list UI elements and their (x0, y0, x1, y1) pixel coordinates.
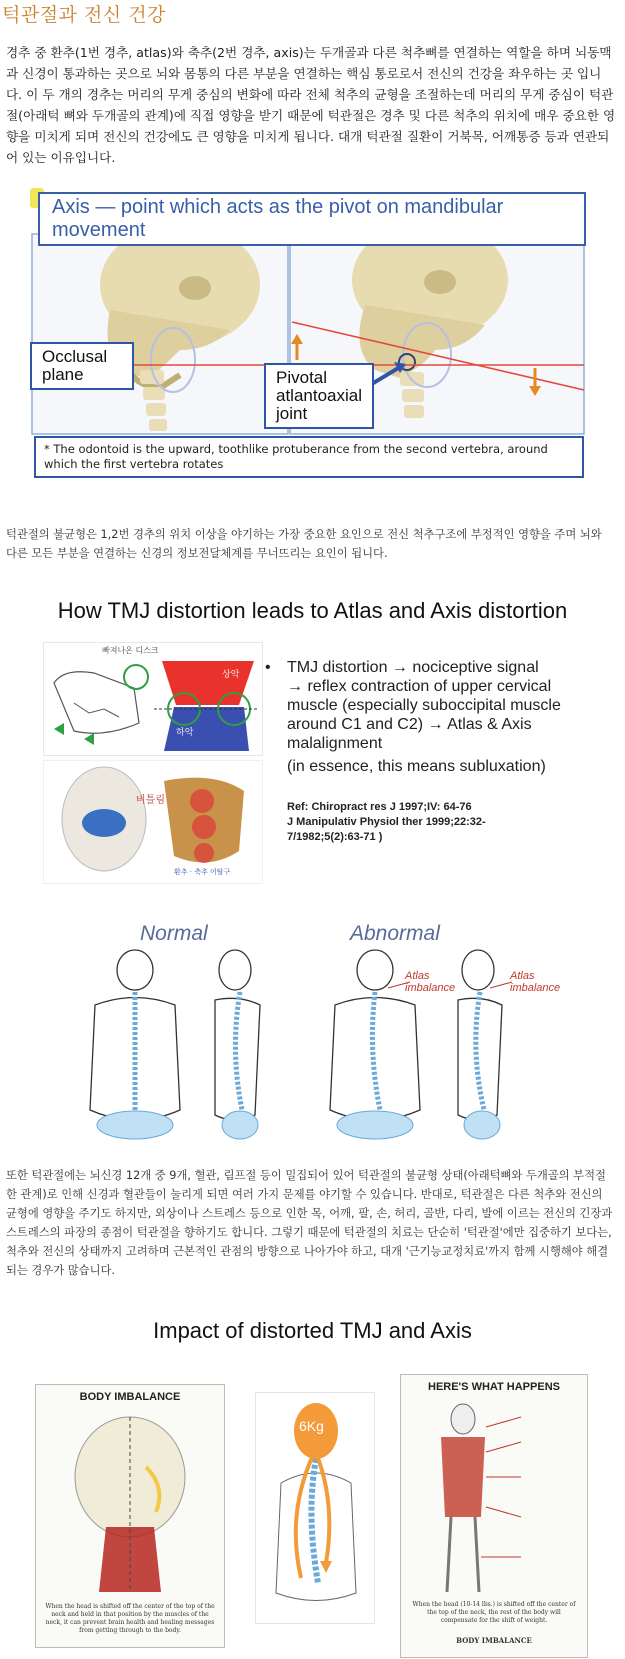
bullet-line-2: → reflex contraction of upper cervical (287, 678, 552, 695)
lower-jaw-label: 하악 (176, 728, 194, 738)
bullet-line-3: muscle (especially suboccipital muscle (287, 697, 561, 714)
atlas-imbalance-label-1: Atlas imbalance (405, 970, 456, 994)
intro-paragraph: 경추 중 환추(1번 경추, atlas)와 축추(2번 경추, axis)는 두개골과 다른 척추뼈를 연결하는 역할을 하며 뇌동맥과 신경이 통과하는 곳으로 뇌와 몸통의 다른 부분을 연결하는 핵심 통로로서 전신의 건강을 좌우하는 곳 입니다. 이 두 개의 경추는 머리의 무게 중심의 변화에 따라 전체 척추의 균형을 조절하는데 머리의 무게 중심이 턱관절(아래턱 뼈와 두개골의 관계)에 직접 영향을 받기 때문에 턱관절은 경추 및 다른 척추의 위치에 매우 중요한 영향을 미치게 되며 전신의 건강에도 큰 영향을 미치게 됩니다. 대개 턱관절 질환이 거북목, 어깨통증 등과 연관되어 있는 이유입니다. (6, 45, 616, 165)
odontoid-note: * The odontoid is the upward, toothlike protuberance from the second vertebra, around which the first vertebra rotates (34, 436, 584, 478)
poster3-footer: BODY IMBALANCE (456, 1636, 532, 1645)
skull-occlusal-figure (30, 196, 586, 500)
section-heading-impact: Impact of distorted TMJ and Axis (153, 1318, 472, 1343)
section-heading-tmj-distortion: How TMJ distortion leads to Atlas and Axis distortion (57, 598, 568, 623)
body-imbalance-poster (35, 1384, 225, 1648)
ref-line-1: Ref: Chiropract res J 1997;IV: 64-76 (287, 801, 472, 813)
bullet-line-6: (in essence, this means subluxation) (287, 758, 546, 775)
twist-label: 비틀림 (136, 795, 165, 806)
jaw-diagram (43, 642, 263, 756)
heres-what-happens-poster (400, 1374, 588, 1658)
bullet-line-4: around C1 and C2) → Atlas & Axis (287, 716, 532, 733)
page-title: 턱관절과 전신 건강 (2, 4, 166, 26)
ref-line-3: 7/1982;5(2):63-71 ) (287, 831, 383, 843)
spine-illustrations (50, 910, 570, 1165)
imbalance-paragraph: 턱관절의 불균형은 1,2번 경추의 위치 이상을 야기하는 가장 중요한 요인으로 전신 척추구조에 부정적인 영향을 주며 뇌와 다른 모든 부분을 연결하는 신경의 정보전달체계를 무너뜨리는 요인이 됩니다. (6, 528, 602, 560)
spine-alignment-figure (50, 910, 570, 1165)
head-weight-poster (255, 1392, 375, 1624)
bullet-dot-icon: • (265, 659, 271, 676)
nerves-paragraph: 또한 턱관절에는 뇌신경 12개 중 9개, 혈관, 림프절 등이 밀집되어 있어 턱관절의 불균형 상태(아래턱뼈와 두개골의 부적절한 관계)로 인해 신경과 혈관들이 눌리게 되면 여러 가지 문제를 야기할 수 있습니다. 반대로, 턱관절은 다른 척추와 전신의 균형에 영향을 주기도 하지만, 외상이나 스트레스 등으로 인한 목, 어깨, 팔, 손, 허리, 골반, 다리, 발에 이르는 전신의 긴장과 스트레스의 파장의 종점이 턱관절을 향하기도 합니다. 그렇기 때문에 턱관절의 치료는 단순히 '턱관절'에만 집중하기 보다는, 척추와 전신의 상태까지 고려하며 근본적인 관점의 방향으로 나아가야 하고, 대개 '근기능교정치료'까지 함께 시행해야 해결되는 경우가 많습니다. (6, 1169, 613, 1277)
bullet-line-5: malalignment (287, 735, 383, 752)
occlusal-plane-label (30, 342, 134, 390)
poster3-caption: When the head (10-14 lbs.) is shifted off the center of the top of the neck, the rest of the body will compensate for the shift of weight. (412, 1601, 576, 1624)
head-weight-label: 6Kg (299, 1418, 324, 1434)
occlusal-label-line2: plane (42, 365, 84, 384)
atlas-axis-diagram (43, 760, 263, 884)
references (265, 800, 615, 845)
normal-label: Normal (140, 922, 208, 945)
pivotal-label-line1: Pivotal (276, 368, 328, 387)
mechanism-bullet (265, 658, 615, 776)
disc-label: 빠져나온 디스크 (102, 646, 159, 655)
pivotal-label-line3: joint (276, 404, 308, 423)
bullet-line-1: TMJ distortion → nociceptive signal (287, 659, 539, 676)
tmj-mechanism-text (265, 658, 615, 845)
poster3-title: HERE'S WHAT HAPPENS (428, 1381, 560, 1393)
abnormal-label: Abnormal (350, 922, 440, 945)
occlusal-label-line1: Occlusal (42, 347, 108, 366)
pivotal-joint-label (264, 363, 374, 429)
atlas-imbalance-label-2: Atlas imbalance (510, 970, 561, 994)
atlas-subluxation-label: 환추 · 축추 어탈구 (174, 868, 231, 876)
poster1-caption: When the head is shifted off the center of the top of the neck and held in that position by the muscles of the neck, it can prevent brain health and healing messages from getting through to the body. (45, 1603, 215, 1634)
upper-jaw-label: 상악 (222, 670, 240, 680)
axis-caption: Axis — point which acts as the pivot on mandibular movement (38, 192, 586, 246)
pivotal-label-line2: atlantoaxial (276, 386, 363, 405)
ref-line-2: J Manipulativ Physiol ther 1999;22:32- (287, 816, 486, 828)
poster1-title: BODY IMBALANCE (79, 1391, 181, 1403)
